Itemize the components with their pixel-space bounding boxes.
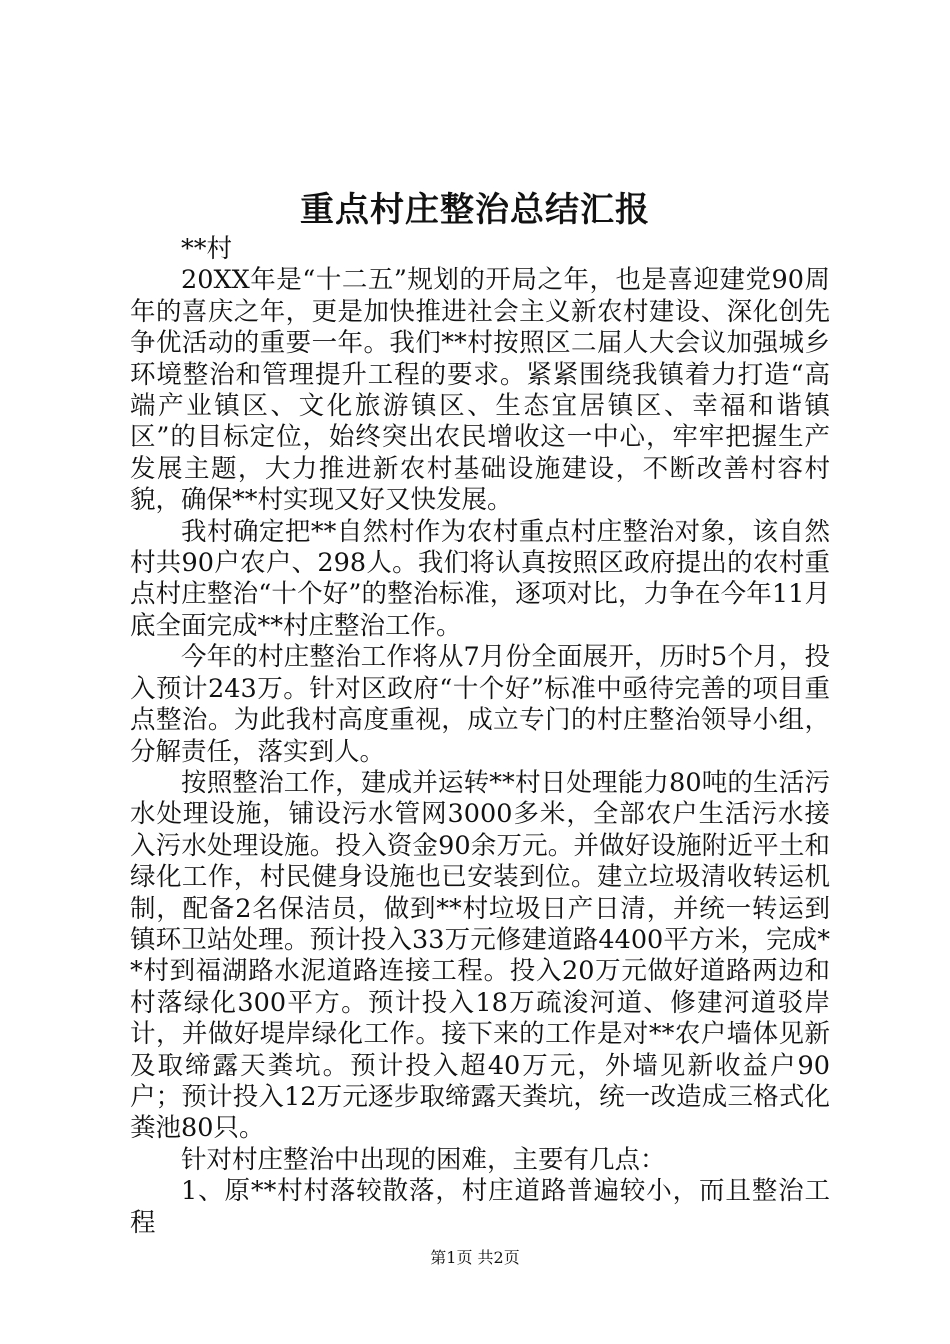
paragraph-difficulty-1: 1、原**村村落较散落，村庄道路普遍较小，而且整治工程 bbox=[130, 1176, 830, 1238]
document-body bbox=[130, 234, 830, 1239]
paragraph-village-name: **村 bbox=[181, 234, 233, 264]
paragraph-schedule: 今年的村庄整治工作将从7月份全面展开，历时5个月，投入预计243万。针对区政府“十个好”标准中亟待完善的项目重点整治。为此我村高度重视，成立专门的村庄整治领导小组，分解责任，落实到人。 bbox=[130, 642, 830, 767]
paragraph-work-details: 按照整治工作，建成并运转**村日处理能力80吨的生活污水处理设施，铺设污水管网3000多米，全部农户生活污水接入污水处理设施。投入资金90余万元。并做好设施附近平土和绿化工作，村民健身设施也已安装到位。建立垃圾清收转运机制，配备2名保洁员，做到**村垃圾日产日清，并统一转运到镇环卫站处理。预计投入33万元修建道路4400平方米，完成**村到福湖路水泥道路连接工程。投入20万元做好道路两边和村落绿化300平方。预计投入18万疏浚河道、修建河道驳岸计，并做好堤岸绿化工作。接下来的工作是对**农户墙体见新及取缔露天粪坑。预计投入超40万元，外墙见新收益户90户；预计投入12万元逐步取缔露天粪坑，统一改造成三格式化粪池80只。 bbox=[130, 767, 830, 1144]
document-title: 重点村庄整治总结汇报 bbox=[300, 190, 650, 230]
paragraph-target-village: 我村确定把**自然村作为农村重点村庄整治对象，该自然村共90户农户、298人。我们将认真按照区政府提出的农村重点村庄整治“十个好”的整治标准，逐项对比，力争在今年11月底全面完成**村庄整治工作。 bbox=[130, 516, 830, 641]
page-number-footer: 第1页 共2页 bbox=[430, 1248, 520, 1267]
paragraph-difficulties-heading: 针对村庄整治中出现的困难，主要有几点： bbox=[181, 1144, 666, 1175]
paragraph-intro: 20XX年是“十二五”规划的开局之年，也是喜迎建党90周年的喜庆之年，更是加快推进社会主义新农村建设、深化创先争优活动的重要一年。我们**村按照区二届人大会议加强城乡环境整治和管理提升工程的要求。紧紧围绕我镇着力打造“高端产业镇区、文化旅游镇区、生态宜居镇区、幸福和谐镇区”的目标定位，始终突出农民增收这一中心，牢牢把握生产发展主题，大力推进新农村基础设施建设，不断改善村容村貌，确保**村实现又好又快发展。 bbox=[130, 265, 830, 516]
